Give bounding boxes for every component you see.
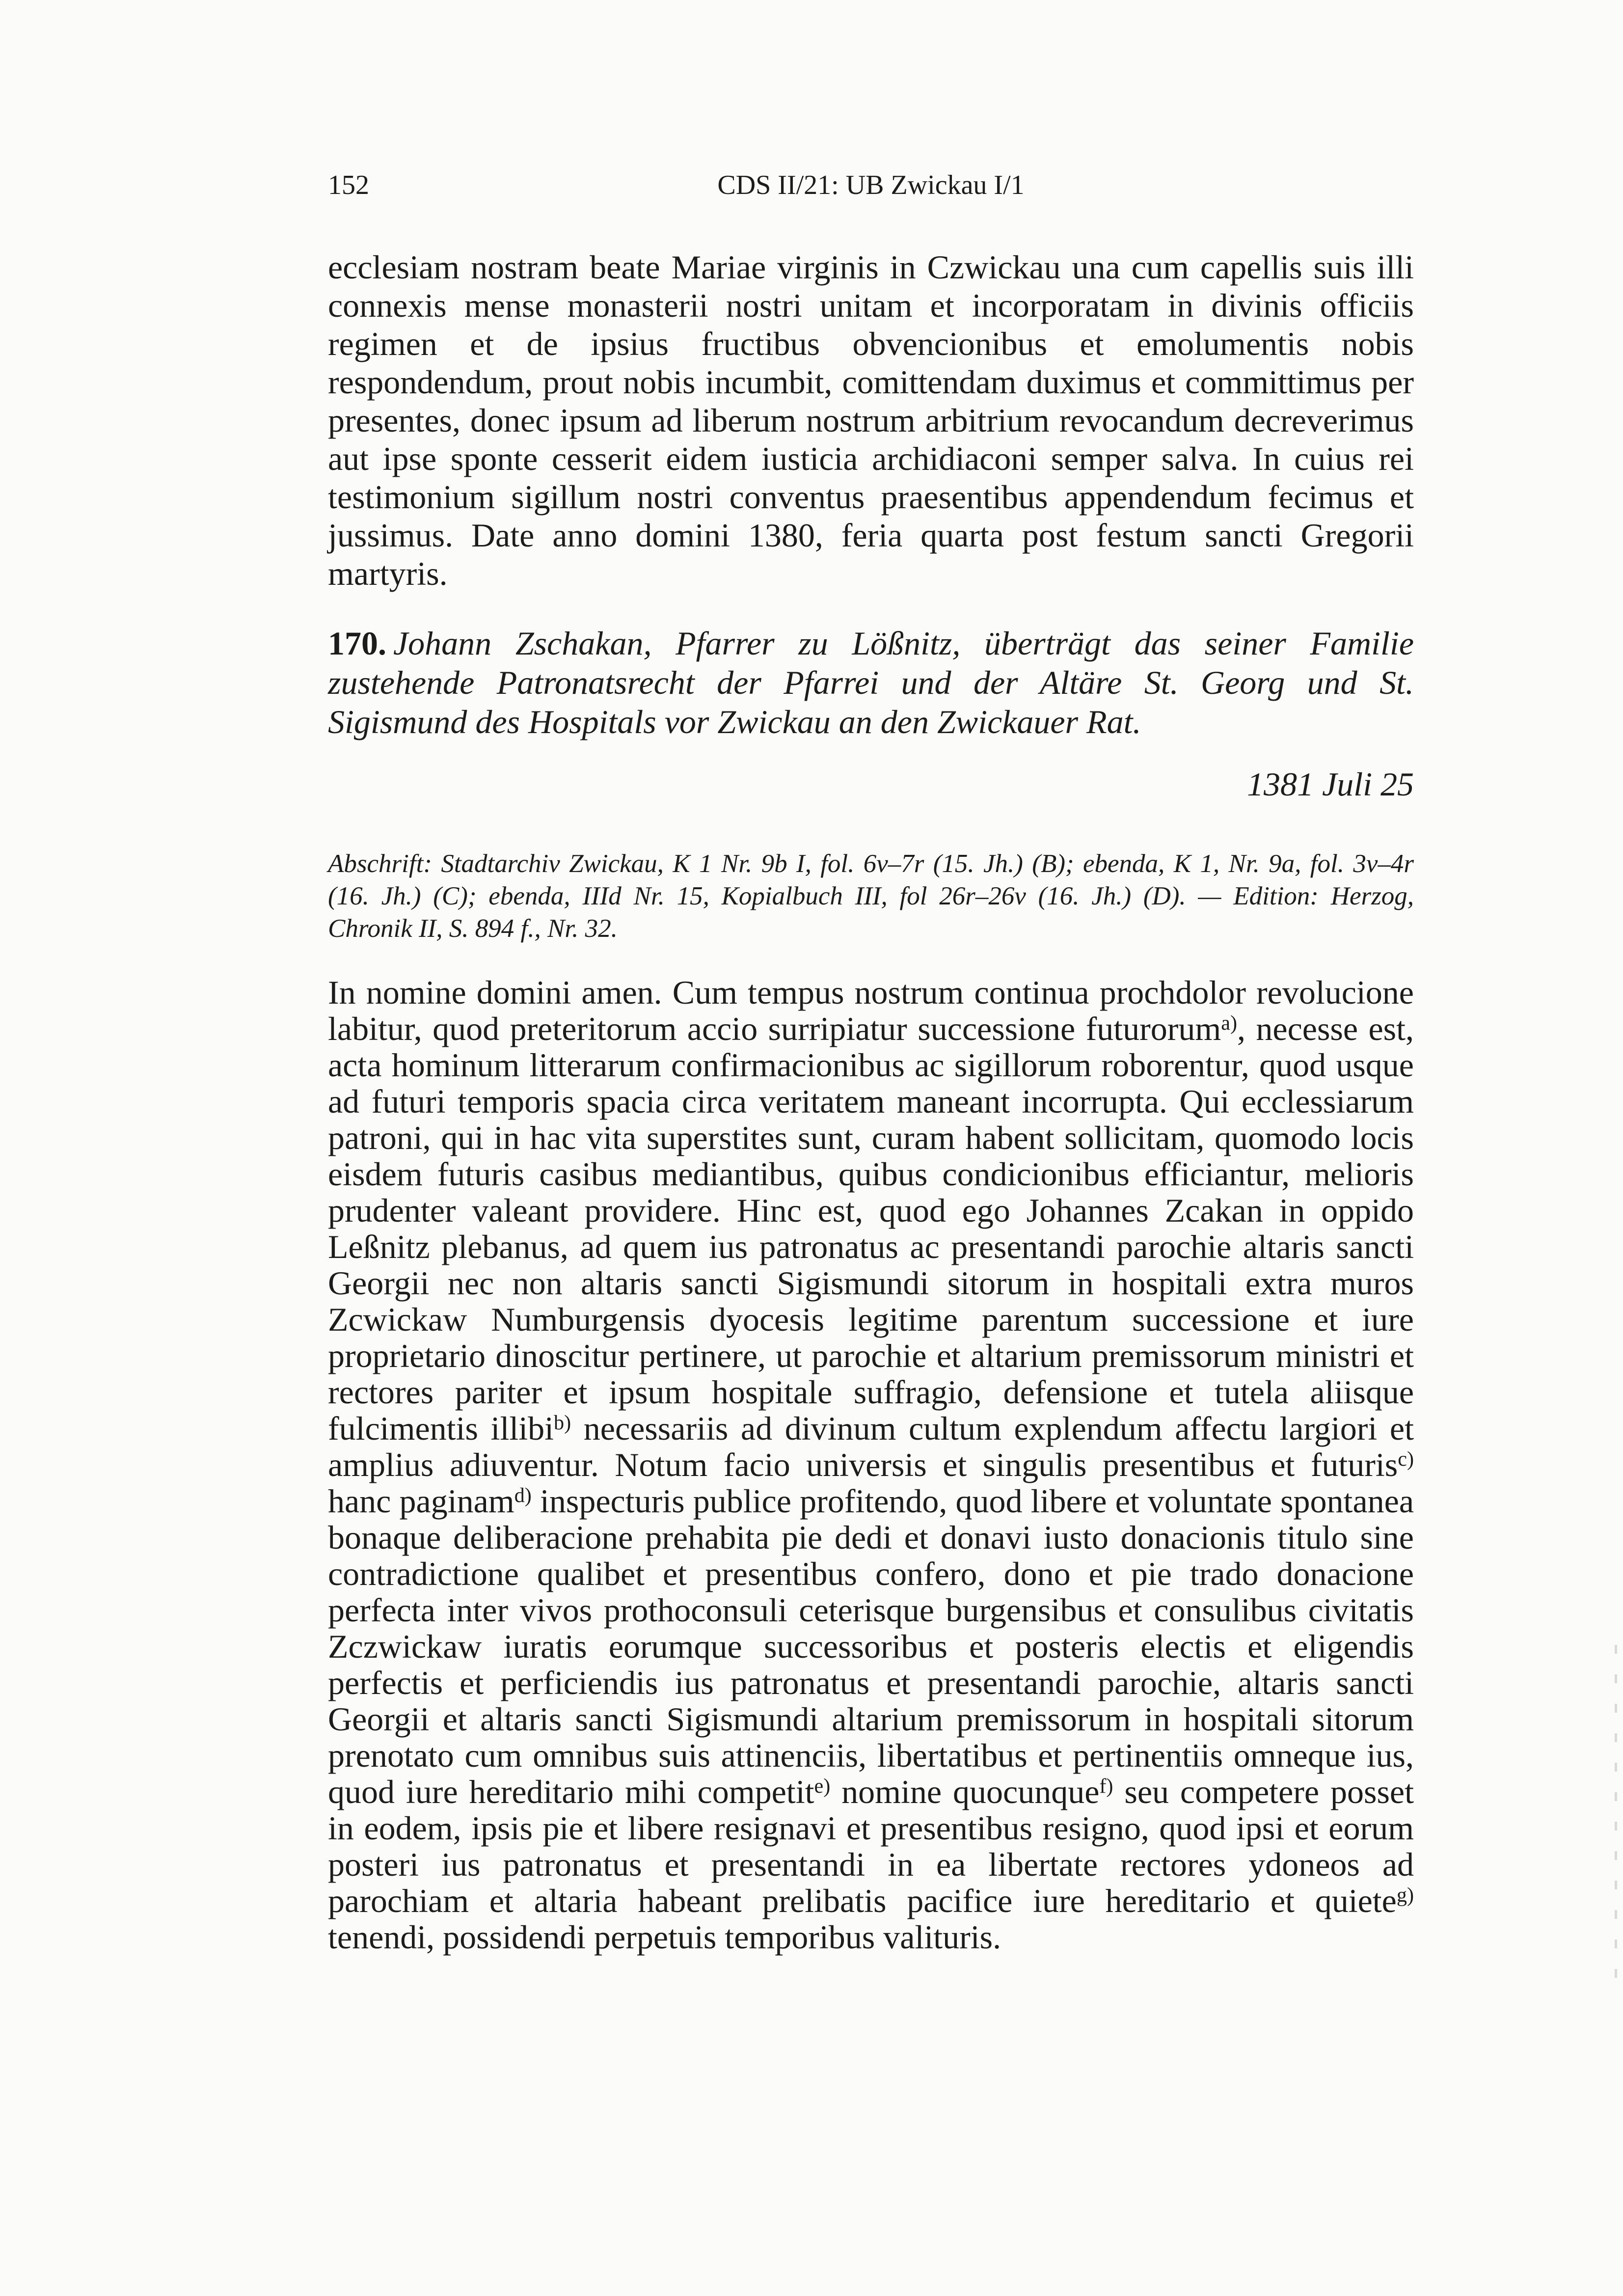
continued-paragraph: ecclesiam nostram beate Mariae virginis in Czwickau una cum capellis suis illi connexis mense monasterii nostri unitam et incorporatam in divinis officiis regimen et de ipsius fructibus obvencionibus et emolumentis nobis respondendum, prout nobis incumbit, comittendam duximus et committimus per presentes, donec ipsum ad liberum nostrum arbitrium revocandum decreverimus aut ipse sponte cesserit eidem iusticia archidiaconi semper salva. In cuius rei testimonium sigillum nostri conventus praesentibus appendendum fecimus et jussimus. Date anno domini 1380, feria quarta post festum sancti Gregorii martyris. [328, 248, 1414, 592]
running-head: CDS II/21: UB Zwickau I/1 [717, 170, 1025, 200]
footnote-marker: f) [1099, 1774, 1113, 1798]
text-segment: nomine quocunque [830, 1773, 1100, 1810]
source-apparatus: Abschrift: Stadtarchiv Zwickau, K 1 Nr. 9b I, fol. 6v–7r (15. Jh.) (B); ebenda, K 1, Nr. 9a, fol. 3v–4r (16. Jh.) (C); ebenda, IIId Nr. 15, Kopialbuch III, fol 26r–26v (16. Jh.) (D). — Edition: Herzog, Chronik II, S. 894 f., Nr. 32. [328, 849, 1414, 943]
scan-edge-marks [1615, 1645, 1617, 1989]
footnote-marker: e) [814, 1774, 831, 1798]
document-date: 1381 Juli 25 [1247, 765, 1414, 803]
footnote-marker: d) [514, 1483, 532, 1507]
text-segment: hanc paginam [328, 1482, 514, 1520]
page-header [328, 169, 1414, 214]
text-segment: In nomine domini amen. Cum tempus nostrum continua prochdolor revolucione labitur, quod preteritorum accio surripiatur successione futurorum [328, 974, 1414, 1047]
footnote-marker: g) [1396, 1883, 1414, 1907]
footnote-marker: a) [1221, 1011, 1238, 1035]
footnote-marker: c) [1398, 1447, 1414, 1471]
text-segment: tenendi, possidendi perpetuis temporibus valituris. [328, 1918, 1001, 1956]
footnote-marker: b) [554, 1411, 571, 1434]
text-segment: inspecturis publice profitendo, quod libere et voluntate spontanea bonaque deliberacione prehabita pie dedi et donavi iusto donacionis titulo sine contradictione qualibet et presentibus confero, dono et pie trado donacione perfecta inter vivos prothoconsuli ceterisque burgensibus et consulibus civitatis Zczwickaw iuratis eorumque successoribus et posteris electis et eligendis perfectis et perficiendis ius patronatus et presentandi parochie, altaris sancti Georgii et altaris sancti Sigismundi altarium premissorum in hospitali sitorum prenotato cum omnibus suis attinenciis, libertatibus et pertinentiis omneque ius, quod iure hereditario mihi competit [328, 1482, 1414, 1810]
page-number: 152 [328, 170, 369, 200]
document-number: 170. [328, 625, 386, 662]
text-segment: seu competere posset in eodem, ipsis pie et libere resignavi et presentibus resigno, quod ipsi et eorum posteri ius patronatus et presentandi in ea libertate rectores ydoneos ad parochiam et altaria habeant prelibatis pacifice iure hereditario et quiete [328, 1773, 1414, 1919]
charter-text [328, 974, 1414, 1955]
text-segment: , necesse est, acta hominum litterarum confirmacionibus ac sigillorum roborentur, quod usque ad futuri temporis spacia circa veritatem maneant incorrupta. Qui ecclessiarum patroni, qui in hac vita superstites sunt, curam habent sollicitam, quomodo locis eisdem futuris casibus mediantibus, quibus condicionibus efficiantur, melioris prudenter valeant providere. Hinc est, quod ego Johannes Zcakan in oppido Leßnitz plebanus, ad quem ius patronatus ac presentandi parochie altaris sancti Georgii nec non altaris sancti Sigismundi sitorum in hospitali extra muros Zcwickaw Numburgensis dyocesis legitime parentum successione et iure proprietario dinoscitur pertinere, ut parochie et altarium premissorum ministri et rectores pariter et ipsum hospitale suffragio, defensione et tutela aliisque fulcimentis illibi [328, 1010, 1414, 1447]
document-regest: Johann Zschakan, Pfarrer zu Lößnitz, überträgt das seiner Familie zustehende Patronatsrecht der Pfarrei und der Altäre St. Georg und St. Sigismund des Hospitals vor Zwickau an den Zwickauer Rat. [328, 625, 1414, 740]
document-heading [328, 624, 1414, 741]
text-segment: necessariis ad divinum cultum explendum affectu largiori et amplius adiuventur. Notum facio universis et singulis presentibus et futuris [328, 1410, 1414, 1483]
